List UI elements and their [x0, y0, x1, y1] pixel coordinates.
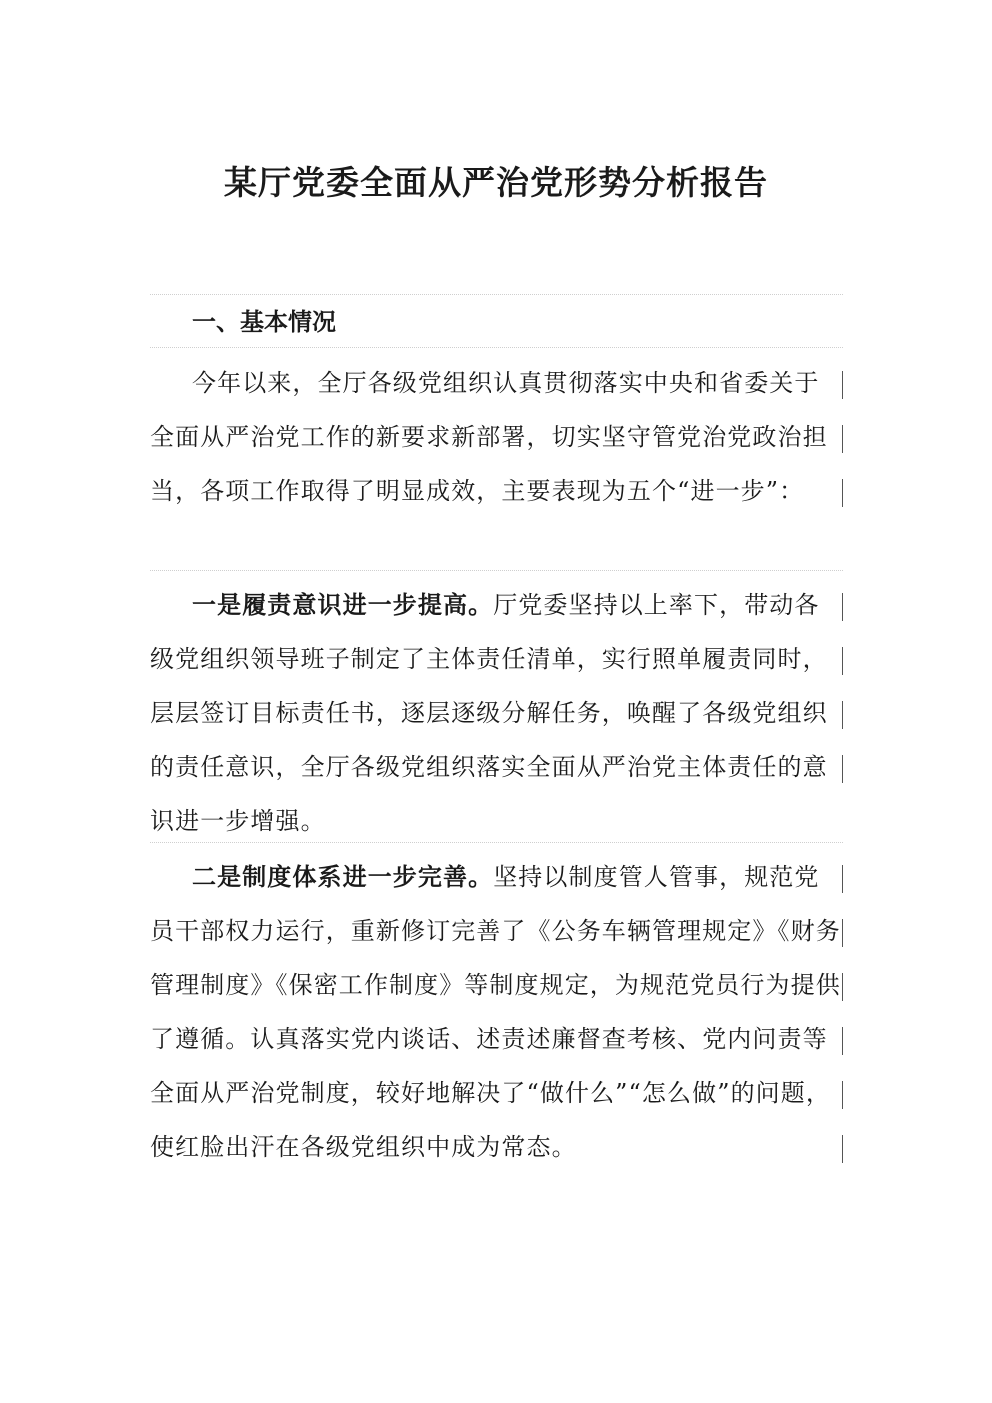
- divider-line: [150, 842, 843, 843]
- paragraph-body: 厅党委坚持以上率下，带动各级党组织领导班子制定了主体责任清单，实行照单履责同时，层层签订目标责任书，逐层逐级分解任务，唤醒了各级党组织的责任意识，全厅各级党组织落实全面从严治党主体责任的意识进一步增强。: [150, 591, 828, 835]
- paragraph-lead: 一是履责意识进一步提高。: [192, 591, 494, 619]
- paragraph-lead: 二是制度体系进一步完善。: [192, 863, 494, 891]
- margin-mark: [842, 479, 843, 507]
- margin-mark: [842, 919, 843, 947]
- margin-mark: [842, 865, 843, 893]
- section-heading: 一、基本情况: [192, 308, 336, 336]
- divider-line: [150, 347, 843, 348]
- paragraph-system: [150, 850, 843, 1174]
- margin-mark: [842, 593, 843, 621]
- divider-line: [150, 294, 843, 295]
- margin-mark: [842, 1135, 843, 1163]
- divider-line: [150, 570, 843, 571]
- paragraph-responsibility: [150, 578, 843, 848]
- margin-mark: [842, 973, 843, 1001]
- document-title: 某厅党委全面从严治党形势分析报告: [224, 163, 768, 202]
- margin-mark: [842, 1081, 843, 1109]
- margin-mark: [842, 701, 843, 729]
- paragraph-body: 坚持以制度管人管事，规范党员干部权力运行，重新修订完善了《公务车辆管理规定》《财务管理制度》《保密工作制度》等制度规定，为规范党员行为提供了遵循。认真落实党内谈话、述责述廉督查考核、党内问责等全面从严治党制度，较好地解决了“做什么”“怎么做”的问题，使红脸出汗在各级党组织中成为常态。: [150, 863, 841, 1161]
- margin-mark: [842, 755, 843, 783]
- margin-mark: [842, 425, 843, 453]
- margin-mark: [842, 371, 843, 399]
- intro-paragraph: 今年以来，全厅各级党组织认真贯彻落实中央和省委关于全面从严治党工作的新要求新部署，切实坚守管党治党政治担当，各项工作取得了明显成效，主要表现为五个“进一步”：: [150, 369, 828, 505]
- margin-mark: [842, 1027, 843, 1055]
- margin-mark: [842, 647, 843, 675]
